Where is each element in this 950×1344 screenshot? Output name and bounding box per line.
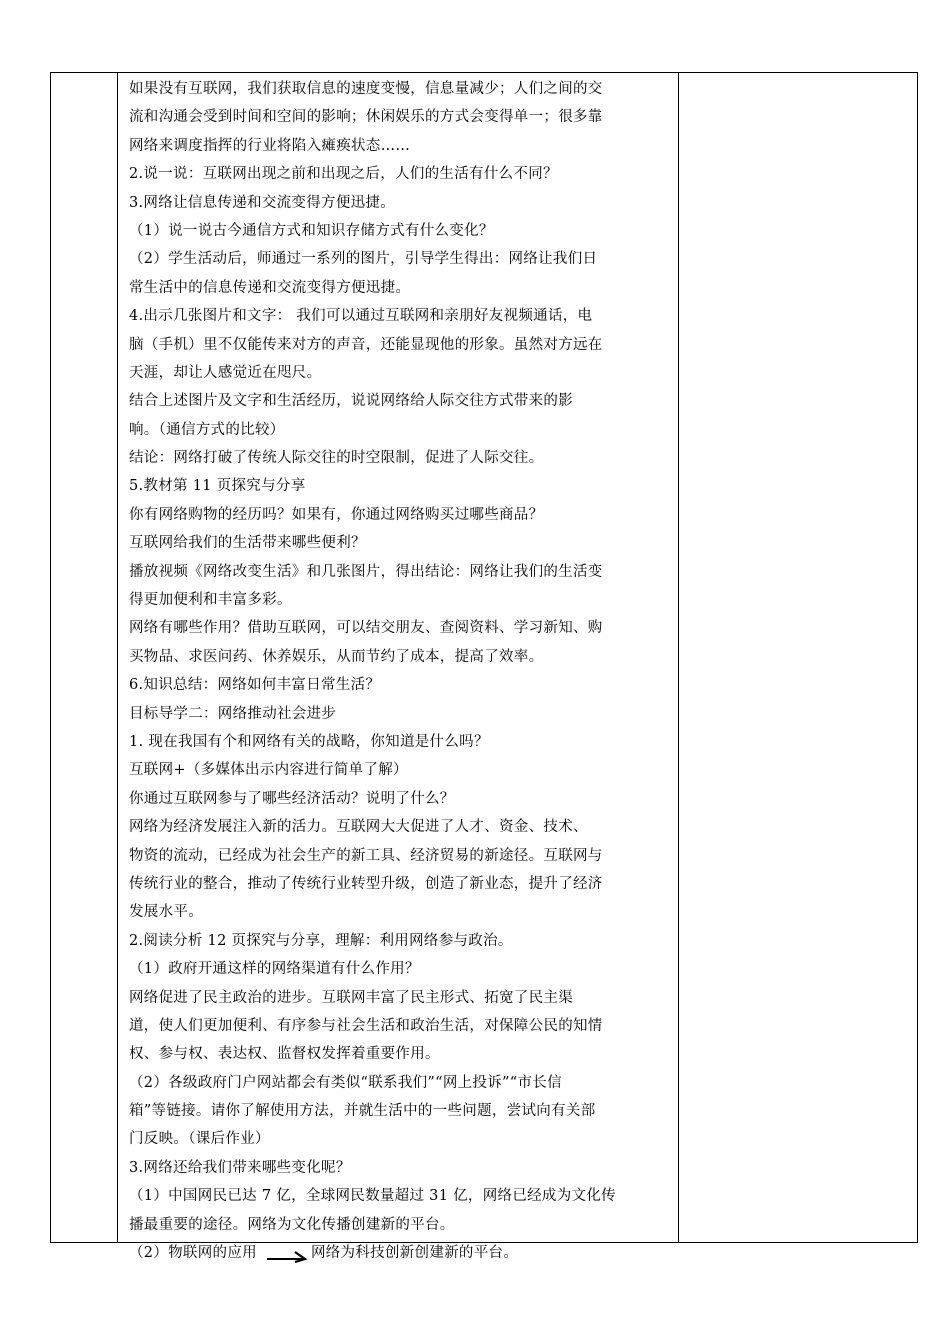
text-line: （1）政府开通这样的网络渠道有什么作用？ (129, 961, 420, 978)
text-line: 天涯，却让人感觉近在咫尺。 (129, 364, 322, 381)
arrow-right-icon (265, 1245, 309, 1261)
text-line: 门反映。（课后作业） (129, 1131, 270, 1148)
text-line: （2）学生活动后，师通过一系列的图片，引导学生得出：网络让我们日 (129, 251, 598, 268)
text-line: 网络为经济发展注入新的活力。互联网大大促进了人才、资金、技术、 (129, 819, 588, 836)
text-line: 播最重要的途径。网络为文化传播创建新的平台。 (129, 1216, 455, 1233)
text-line: 发展水平。 (129, 904, 203, 921)
section-heading: 目标导学二：网络推动社会进步 (129, 705, 337, 722)
text-line: 得更加便利和丰富多彩。 (129, 592, 292, 609)
text-line: 网络来调度指挥的行业将陷入瘫痪状态…… (129, 137, 411, 154)
text-line: 权、参与权、表达权、监督权发挥着重要作用。 (129, 1046, 440, 1063)
text-line: 2.说一说：互联网出现之前和出现之后，人们的生活有什么不同？ (129, 166, 558, 183)
text-line: 你有网络购物的经历吗？如果有，你通过网络购买过哪些商品？ (129, 506, 544, 523)
text-line: 6.知识总结：网络如何丰富日常生活？ (129, 677, 381, 694)
text-line: 3.网络还给我们带来哪些变化呢？ (129, 1159, 351, 1176)
text-line: 如果没有互联网，我们获取信息的速度变慢，信息量减少；人们之间的交 (129, 81, 603, 97)
text-line: 互联网+（多媒体出示内容进行简单了解） (129, 762, 408, 779)
text-line: 5.教材第 11 页探究与分享 (129, 478, 306, 495)
text-line: 流和沟通会受到时间和空间的影响；休闲娱乐的方式会变得单一；很多靠 (129, 109, 603, 126)
text-line: （2）各级政府门户网站都会有类似“联系我们”“网上投诉”“市长信 (129, 1074, 562, 1091)
text-line: 传统行业的整合，推动了传统行业转型升级，创造了新业态，提升了经济 (129, 875, 603, 892)
text-line: （1）中国网民已达 7 亿，全球网民数量超过 31 亿，网络已经成为文化传 (129, 1188, 616, 1205)
text-line: 结合上述图片及文字和生活经历，说说网络给人际交往方式带来的影 (129, 393, 573, 410)
text-line: 物资的流动，已经成为社会生产的新工具、经济贸易的新途径。互联网与 (129, 847, 603, 864)
text-segment-left: （2）物联网的应用 (129, 1245, 257, 1262)
table-column-divider (117, 73, 118, 1242)
text-line: 网络有哪些作用？借助互联网，可以结交朋友、查阅资料、学习新知、购 (129, 620, 603, 637)
text-line: 结论：网络打破了传统人际交往的时空限制，促进了人际交往。 (129, 450, 544, 467)
text-line: 互联网给我们的生活带来哪些便利？ (129, 535, 366, 552)
text-line: 3.网络让信息传递和交流变得方便迅捷。 (129, 194, 396, 211)
text-line: 网络促进了民主政治的进步。互联网丰富了民主形式、拓宽了民主渠 (129, 989, 573, 1006)
text-line: 箱”等链接。请你了解使用方法，并就生活中的一些问题，尝试向有关部 (129, 1103, 596, 1120)
text-line: （1）说一说古今通信方式和知识存储方式有什么变化？ (129, 222, 494, 239)
text-line-with-arrow (129, 1239, 679, 1267)
teaching-content-cell (129, 75, 679, 1267)
text-line: 4.出示几张图片和文字： 我们可以通过互联网和亲朋好友视频通话，电 (129, 308, 593, 325)
text-line: 2.阅读分析 12 页探究与分享，理解：利用网络参与政治。 (129, 932, 513, 949)
text-line: 脑（手机）里不仅能传来对方的声音，还能显现他的形象。虽然对方远在 (129, 336, 603, 353)
text-line: 常生活中的信息传递和交流变得方便迅捷。 (129, 279, 411, 296)
text-line: 1. 现在我国有个和网络有关的战略，你知道是什么吗？ (129, 733, 489, 750)
text-line: 道，使人们更加便利、有序参与社会生活和政治生活，对保障公民的知情 (129, 1017, 603, 1034)
text-line: 播放视频《网络改变生活》和几张图片，得出结论：网络让我们的生活变 (129, 563, 603, 580)
text-line: 你通过互联网参与了哪些经济活动？说明了什么？ (129, 790, 455, 807)
text-line: 响。（通信方式的比较） (129, 421, 285, 438)
text-line: 买物品、求医问药、休养娱乐，从而节约了成本，提高了效率。 (129, 648, 544, 665)
text-segment-right: 网络为科技创新创建新的平台。 (310, 1245, 519, 1262)
